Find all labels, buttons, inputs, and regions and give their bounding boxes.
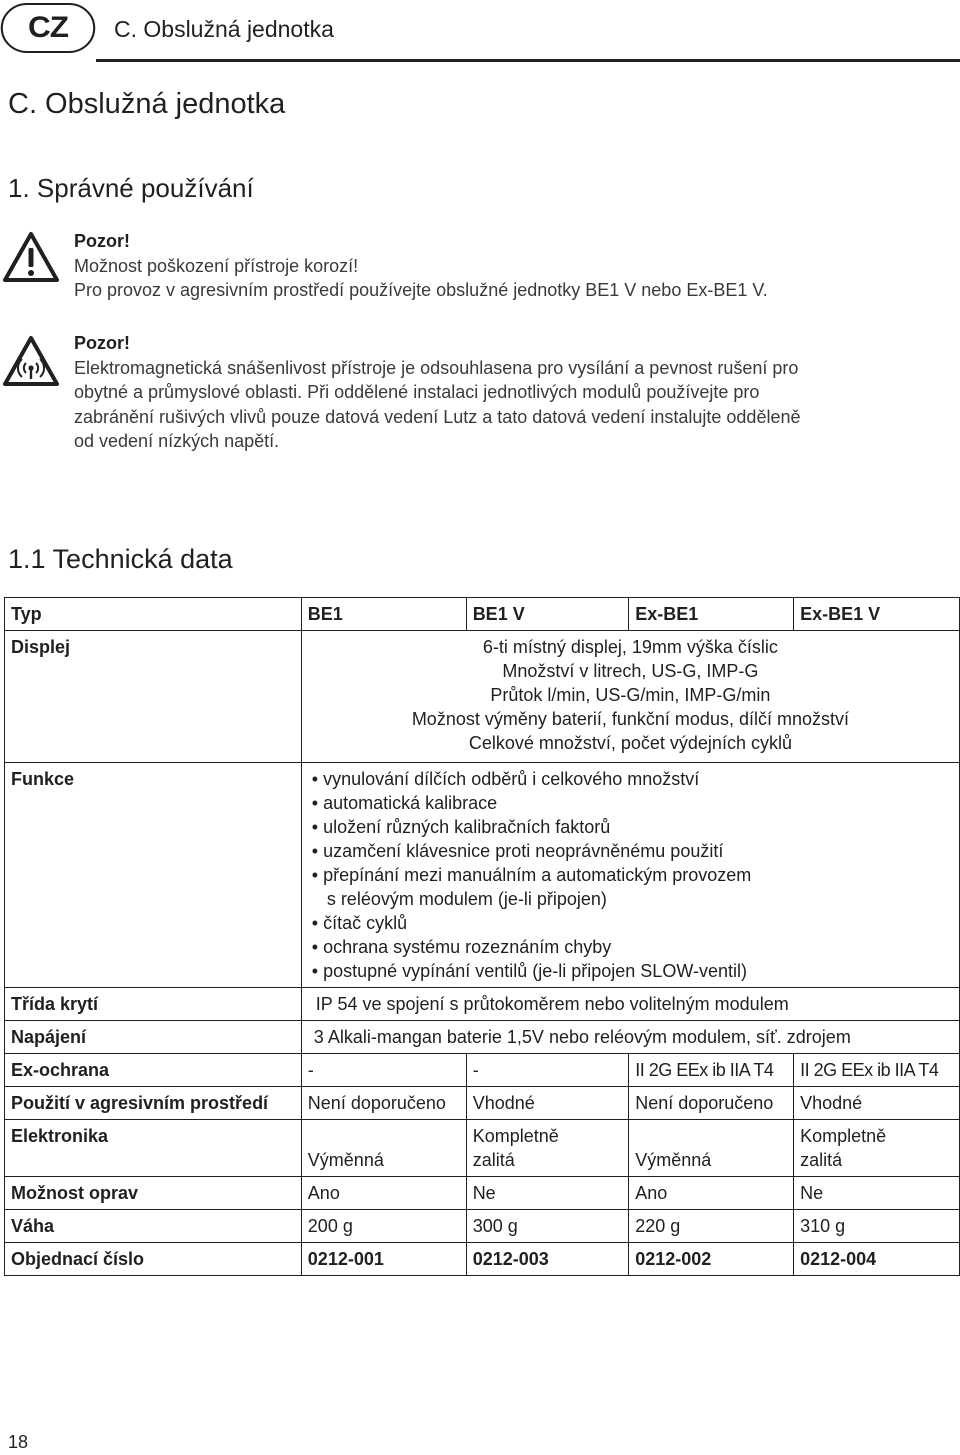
- table-row-order-number: [5, 1243, 960, 1276]
- table-row-display: [5, 631, 960, 763]
- table-cell: Ne: [794, 1177, 960, 1210]
- header-title: C. Obslužná jednotka: [114, 16, 334, 42]
- radio-waves-warning-icon: [2, 335, 60, 387]
- technical-data-table: [4, 597, 960, 1276]
- table-row-functions: [5, 763, 960, 988]
- row-label: Displej: [5, 631, 302, 763]
- table-cell: Ano: [629, 1177, 794, 1210]
- function-item: s reléovým modulem (je-li připojen): [326, 889, 607, 909]
- table-cell: 310 g: [794, 1210, 960, 1243]
- functions-list: [301, 763, 959, 988]
- cell-line: Kompletně: [800, 1126, 887, 1146]
- warning-1-line: Možnost poškození přístroje korozí!: [74, 255, 359, 276]
- function-item: • uzamčení klávesnice proti neoprávněnému použití: [312, 839, 953, 863]
- warning-2-line: od vedení nízkých napětí.: [74, 431, 280, 451]
- table-cell: 0212-001: [301, 1243, 466, 1276]
- warning-2-line: obytné a průmyslové oblasti. Při oddělené instalaci jednotlivých modulů používejte pro: [74, 382, 760, 402]
- table-cell: 0212-004: [794, 1243, 960, 1276]
- exclamation-warning-icon: [2, 231, 60, 283]
- row-label: Elektronika: [5, 1120, 302, 1177]
- model-header: BE1 V: [466, 598, 629, 631]
- header-rule: [96, 59, 960, 62]
- warning-1-line: Pro provoz v agresivním prostředí používejte obslužné jednotky BE1 V nebo Ex-BE1 V.: [74, 280, 768, 300]
- table-cell: Vhodné: [466, 1087, 629, 1120]
- display-line: Množství v litrech, US-G, IMP-G: [502, 661, 759, 681]
- table-cell: [794, 1120, 960, 1177]
- table-row-power: [5, 1021, 960, 1054]
- cell-line: Kompletně: [472, 1126, 559, 1146]
- row-label: Typ: [5, 598, 302, 631]
- display-line: Celkové množství, počet výdejních cyklů: [468, 733, 792, 753]
- page-title: C. Obslužná jednotka: [8, 88, 286, 120]
- function-item: • vynulování dílčích odběrů i celkového množství: [312, 767, 953, 791]
- row-label: Použití v agresivním prostředí: [5, 1087, 302, 1120]
- section-title: 1. Správné používání: [8, 173, 254, 203]
- function-item: • postupné vypínání ventilů (je-li připojen SLOW-ventil): [312, 959, 953, 983]
- cell-line: zalitá: [800, 1150, 843, 1170]
- table-cell: -: [301, 1054, 466, 1087]
- table-row-aggressive: [5, 1087, 960, 1120]
- table-cell: 220 g: [629, 1210, 794, 1243]
- table-row-ex-protection: [5, 1054, 960, 1087]
- table-cell: Výměnná: [629, 1120, 794, 1177]
- row-label: Napájení: [5, 1021, 302, 1054]
- table-row-electronics: [5, 1120, 960, 1177]
- table-cell: II 2G EEx ib IIA T4: [629, 1054, 794, 1087]
- row-label: Možnost oprav: [5, 1177, 302, 1210]
- power-value: 3 Alkali-mangan baterie 1,5V nebo reléovým modulem, síť. zdrojem: [301, 1021, 959, 1054]
- table-cell: 200 g: [301, 1210, 466, 1243]
- table-row-repair: [5, 1177, 960, 1210]
- warning-1-heading: Pozor!: [74, 231, 130, 251]
- table-row-weight: [5, 1210, 960, 1243]
- model-header: Ex-BE1: [629, 598, 794, 631]
- table-cell: Vhodné: [794, 1087, 960, 1120]
- table-row-protection: [5, 988, 960, 1021]
- table-row-type: [5, 598, 960, 631]
- table-cell: Ne: [466, 1177, 629, 1210]
- warning-2: [74, 331, 954, 454]
- language-badge: CZ: [1, 3, 96, 53]
- table-cell: [466, 1120, 629, 1177]
- row-label: Ex-ochrana: [5, 1054, 302, 1087]
- function-item: • čítač cyklů: [312, 911, 953, 935]
- function-item: • přepínání mezi manuálním a automatickým provozem: [312, 863, 953, 887]
- warning-1: [74, 229, 954, 303]
- table-cell: Není doporučeno: [629, 1087, 794, 1120]
- display-description: [301, 631, 959, 763]
- model-header: BE1: [301, 598, 466, 631]
- display-line: 6-ti místný displej, 19mm výška číslic: [482, 637, 778, 657]
- warning-2-line: Elektromagnetická snášenlivost přístroje je odsouhlasena pro vysílání a pevnost rušení pro: [74, 357, 799, 378]
- table-cell: Ano: [301, 1177, 466, 1210]
- warning-2-heading: Pozor!: [74, 333, 130, 353]
- table-cell: II 2G EEx ib IIA T4: [794, 1054, 960, 1087]
- function-item: • uložení různých kalibračních faktorů: [312, 815, 953, 839]
- row-label: Váha: [5, 1210, 302, 1243]
- table-cell: 0212-002: [629, 1243, 794, 1276]
- table-cell: 0212-003: [466, 1243, 629, 1276]
- cell-line: zalitá: [472, 1150, 515, 1170]
- row-label: Funkce: [5, 763, 302, 988]
- table-cell: Není doporučeno: [301, 1087, 466, 1120]
- row-label: Třída krytí: [5, 988, 302, 1021]
- table-cell: Výměnná: [301, 1120, 466, 1177]
- table-cell: 300 g: [466, 1210, 629, 1243]
- subsection-title: 1.1 Technická data: [8, 544, 233, 574]
- page-number: 18: [8, 1432, 29, 1452]
- table-cell: -: [466, 1054, 629, 1087]
- model-header: Ex-BE1 V: [794, 598, 960, 631]
- function-item: • automatická kalibrace: [312, 791, 953, 815]
- display-line: Průtok l/min, US-G/min, IMP-G/min: [490, 685, 771, 705]
- warning-2-line: zabránění rušivých vlivů pouze datová vedení Lutz a tato datová vedení instalujte odděleně: [74, 406, 801, 427]
- function-item: • ochrana systému rozeznáním chyby: [312, 935, 953, 959]
- display-line: Možnost výměny baterií, funkční modus, dílčí množství: [411, 709, 849, 729]
- protection-value: IP 54 ve spojení s průtokoměrem nebo volitelným modulem: [301, 988, 959, 1021]
- row-label: Objednací číslo: [5, 1243, 302, 1276]
